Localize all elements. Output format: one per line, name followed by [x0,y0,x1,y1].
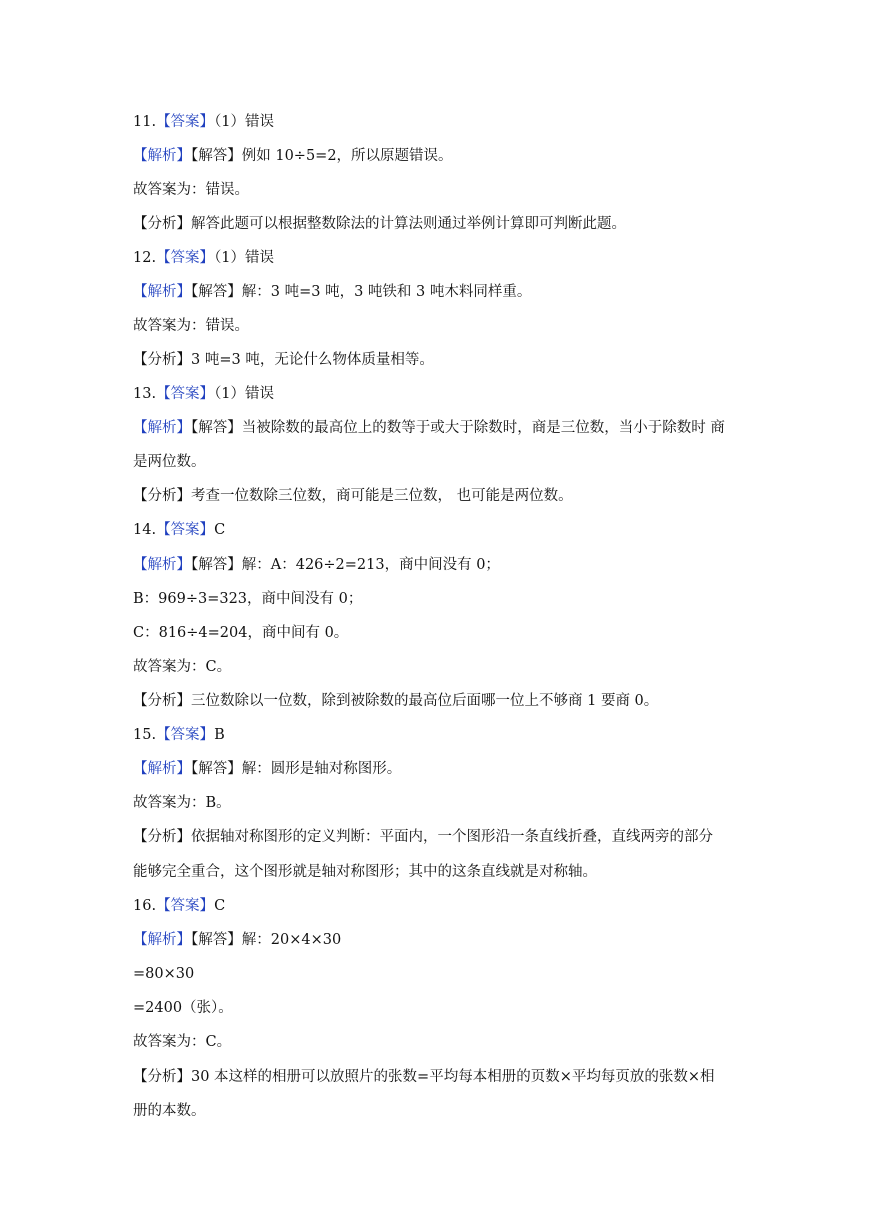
analysis-tag: 【解析】 [133,761,191,777]
solution-tag: 【解答】 [191,557,242,573]
answer-text: （1）错误 [214,250,275,266]
answer-line [133,896,225,916]
fenxi-continuation: 册的本数。 [133,1103,206,1119]
fenxi-tag: 【分析】 [133,1069,191,1085]
answer-text: （1）错误 [214,386,275,402]
answer-line [133,725,225,745]
analysis-tag: 【解析】 [133,932,191,948]
answer-line [133,520,225,540]
answer-tag: 【答案】 [156,114,215,130]
analysis-tag: 【解析】 [133,557,191,573]
answer-line [133,112,274,132]
question-number: 14. [133,522,157,538]
fenxi-text: 解答此题可以根据整数除法的计算法则通过举例计算即可判断此题。 [191,216,626,232]
fenxi-continuation: 能够完全重合，这个图形就是轴对称图形；其中的这条直线就是对称轴。 [133,864,597,880]
answer-line [133,384,274,404]
solution-line [133,759,401,779]
solution-continuation: C：816÷4=204，商中间有 0。 [133,625,349,641]
answer-tag: 【答案】 [156,250,215,266]
solution-text: 解：A：426÷2=213，商中间没有 0； [241,557,500,573]
solution-tag: 【解答】 [191,148,242,164]
conclusion-line: 故答案为：B。 [133,795,231,811]
fenxi-line [133,214,626,234]
solution-continuation: 是两位数。 [133,454,206,470]
fenxi-tag: 【分析】 [133,216,191,232]
solution-tag: 【解答】 [191,284,242,300]
solution-text: 解：20×4×30 [241,932,342,948]
fenxi-line [133,486,573,506]
answer-line [133,248,274,268]
answer-text: B [214,727,225,743]
answer-text: （1）错误 [214,114,275,130]
fenxi-line [133,350,434,370]
solution-text: 解：圆形是轴对称图形。 [241,761,402,777]
solution-text: 当被除数的最高位上的数等于或大于除数时，商是三位数，当小于除数时 商 [241,420,725,436]
conclusion-line: 故答案为：错误。 [133,318,249,334]
answer-tag: 【答案】 [156,727,215,743]
fenxi-tag: 【分析】 [133,829,191,845]
solution-tag: 【解答】 [191,420,242,436]
fenxi-text: 依据轴对称图形的定义判断：平面内，一个图形沿一条直线折叠，直线两旁的部分 [191,829,713,845]
question-number: 15. [133,727,157,743]
solution-text: 解：3 吨=3 吨，3 吨铁和 3 吨木料同样重。 [241,284,532,300]
fenxi-text: 3 吨=3 吨，无论什么物体质量相等。 [191,352,434,368]
solution-text: 例如 10÷5=2，所以原题错误。 [241,148,453,164]
answer-tag: 【答案】 [156,386,215,402]
solution-line [133,930,341,950]
question-number: 16. [133,898,157,914]
conclusion-line: 故答案为：错误。 [133,182,249,198]
answer-text: C [214,898,226,914]
solution-continuation: B：969÷3=323，商中间没有 0； [133,591,363,607]
fenxi-tag: 【分析】 [133,488,191,504]
analysis-tag: 【解析】 [133,148,191,164]
fenxi-text: 考查一位数除三位数，商可能是三位数， 也可能是两位数。 [191,488,573,504]
answer-text: C [214,522,226,538]
solution-line [133,555,500,575]
conclusion-line: 故答案为：C。 [133,1034,232,1050]
fenxi-line [133,827,713,847]
question-number: 11. [133,114,157,130]
fenxi-tag: 【分析】 [133,693,191,709]
answer-tag: 【答案】 [156,522,215,538]
solution-tag: 【解答】 [191,761,242,777]
fenxi-line [133,1067,715,1087]
solution-line [133,146,453,166]
analysis-tag: 【解析】 [133,284,191,300]
analysis-tag: 【解析】 [133,420,191,436]
question-number: 13. [133,386,157,402]
fenxi-line [133,691,658,711]
fenxi-text: 30 本这样的相册可以放照片的张数=平均每本相册的页数×平均每页放的张数×相 [191,1069,715,1085]
fenxi-tag: 【分析】 [133,352,191,368]
answer-tag: 【答案】 [156,898,215,914]
fenxi-text: 三位数除以一位数，除到被除数的最高位后面哪一位上不够商 1 要商 0。 [191,693,659,709]
solution-line [133,282,531,302]
conclusion-line: 故答案为：C。 [133,659,232,675]
solution-line [133,418,725,438]
solution-continuation: =2400（张）。 [133,1000,233,1016]
solution-continuation: =80×30 [133,966,195,982]
solution-tag: 【解答】 [191,932,242,948]
question-number: 12. [133,250,157,266]
